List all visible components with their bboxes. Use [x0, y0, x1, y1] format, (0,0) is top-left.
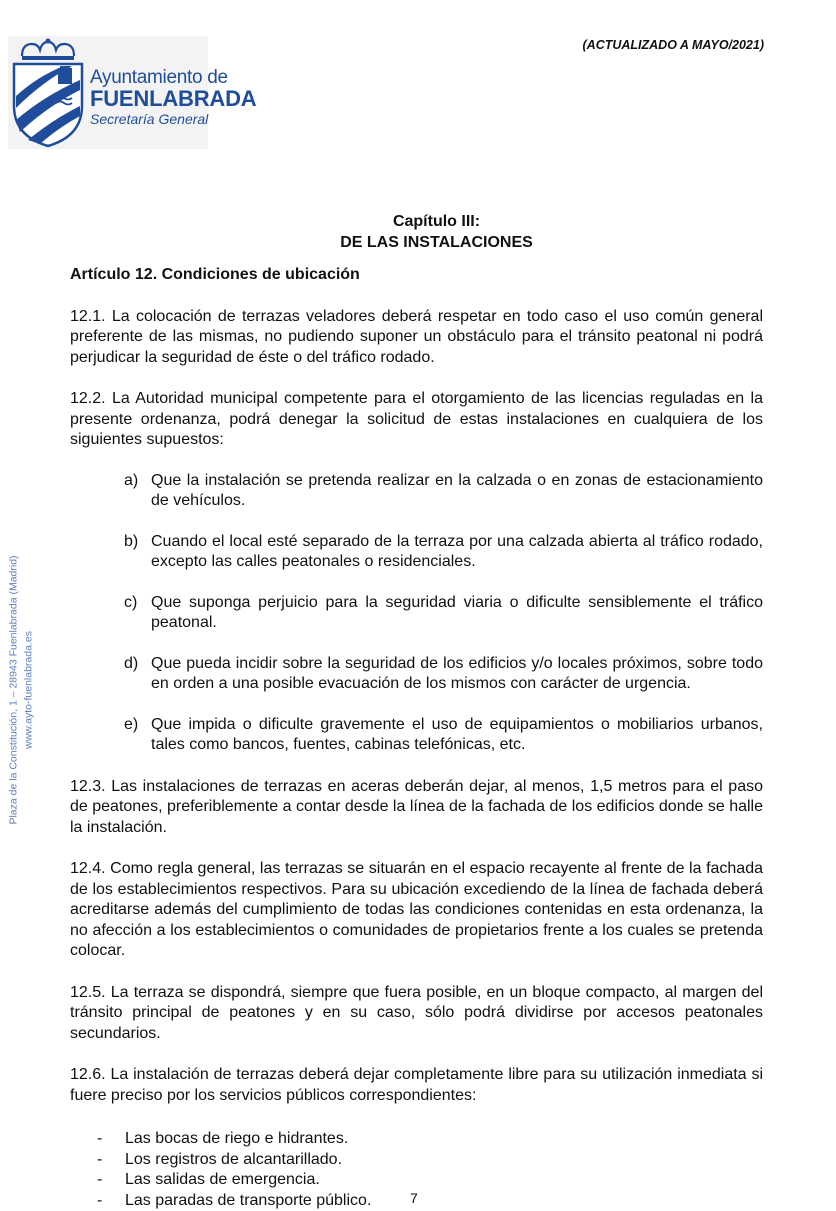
list-item-text: Las paradas de transporte público.	[125, 1191, 371, 1211]
list-item-letter: a)	[124, 471, 151, 512]
list-item	[124, 715, 763, 756]
list-item-dash: -	[97, 1150, 125, 1171]
list-item	[97, 1150, 763, 1171]
list-item	[97, 1191, 763, 1211]
list-item-letter: e)	[124, 715, 151, 756]
list-item	[124, 471, 763, 512]
municipal-logo	[8, 36, 208, 149]
services-list	[97, 1129, 763, 1211]
list-item-text: Que la instalación se pretenda realizar en la calzada o en zonas de estacionamiento de vehículos.	[151, 471, 763, 512]
paragraph-12-6: 12.6. La instalación de terrazas deberá dejar completamente libre para su utilización inmediata si fuere preciso por los servicios públicos correspondientes:	[70, 1065, 763, 1106]
paragraph-12-5: 12.5. La terraza se dispondrá, siempre que fuera posible, en un bloque compacto, al margen del tránsito principal de peatones y en su caso, sólo podrá dividirse por accesos peatonales secundarios.	[70, 983, 763, 1045]
list-item	[97, 1170, 763, 1191]
list-item-dash: -	[97, 1191, 125, 1211]
page-number: 7	[410, 1190, 418, 1206]
list-item-text: Que pueda incidir sobre la seguridad de los edificios y/o locales próximos, sobre todo en orden a una posible evacuación de los mismos con carácter de urgencia.	[151, 654, 763, 695]
side-address-block	[6, 555, 35, 824]
list-item-text: Que impida o dificulte gravemente el uso de equipamientos o mobiliarios urbanos, tales como bancos, fuentes, cabinas telefónicas, etc.	[151, 715, 763, 756]
list-item	[124, 654, 763, 695]
logo-org-line1: Ayuntamiento de	[90, 68, 256, 87]
logo-text	[90, 68, 256, 126]
paragraph-12-2: 12.2. La Autoridad municipal competente para el otorgamiento de las licencias reguladas en la presente ordenanza, podrá denegar la solicitud de estas instalaciones en cualquiera de los siguientes supuestos:	[70, 389, 763, 451]
list-item-text: Las salidas de emergencia.	[125, 1170, 320, 1191]
side-address: Plaza de la Constitución, 1 – 28943 Fuenlabrada (Madrid)	[6, 555, 21, 824]
side-website: www.ayto-fuenlabrada.es	[21, 555, 36, 824]
list-item-letter: d)	[124, 654, 151, 695]
chapter-heading	[110, 212, 763, 253]
list-item-text: Cuando el local esté separado de la terraza por una calzada abierta al tráfico rodado, excepto las calles peatonales o residenciales.	[151, 532, 763, 573]
paragraph-12-1: 12.1. La colocación de terrazas veladores deberá respetar en todo caso el uso común general preferente de las mismas, no pudiendo suponer un obstáculo para el tránsito peatonal ni podrá perjudicar la seguridad de éste o del tráfico rodado.	[70, 307, 763, 369]
list-item	[97, 1129, 763, 1150]
article-title: Artículo 12. Condiciones de ubicación	[70, 265, 763, 286]
list-item-text: Que suponga perjuicio para la seguridad viaria o dificulte sensiblemente el tráfico peatonal.	[151, 593, 763, 634]
chapter-title: DE LAS INSTALACIONES	[110, 233, 763, 254]
list-item-text: Los registros de alcantarillado.	[125, 1150, 342, 1171]
list-item-dash: -	[97, 1170, 125, 1191]
paragraph-12-4: 12.4. Como regla general, las terrazas se situarán en el espacio recayente al frente de la fachada de los establecimientos respectivos. Para su ubicación excediendo de la línea de fachada deberá acreditarse además del cumplimiento de todas las condiciones contenidas en esta ordenanza, la no afección a los establecimientos o comunidades de propietarios frente a los cuales se pretenda colocar.	[70, 859, 763, 962]
logo-org-line3: Secretaría General	[90, 112, 256, 126]
list-item-text: Las bocas de riego e hidrantes.	[125, 1129, 348, 1150]
chapter-number: Capítulo III:	[110, 212, 763, 233]
list-item-letter: c)	[124, 593, 151, 634]
list-item-dash: -	[97, 1129, 125, 1150]
supuestos-list	[124, 471, 763, 756]
paragraph-12-3: 12.3. Las instalaciones de terrazas en aceras deberán dejar, al menos, 1,5 metros para el paso de peatones, preferiblemente a contar desde la línea de la fachada de los edificios donde se halle la instalación.	[70, 777, 763, 839]
list-item	[124, 593, 763, 634]
main-content	[70, 212, 763, 1211]
logo-org-line2: FUENLABRADA	[90, 88, 256, 110]
list-item	[124, 532, 763, 573]
update-notice: (ACTUALIZADO A MAYO/2021)	[583, 38, 765, 52]
list-item-letter: b)	[124, 532, 151, 573]
